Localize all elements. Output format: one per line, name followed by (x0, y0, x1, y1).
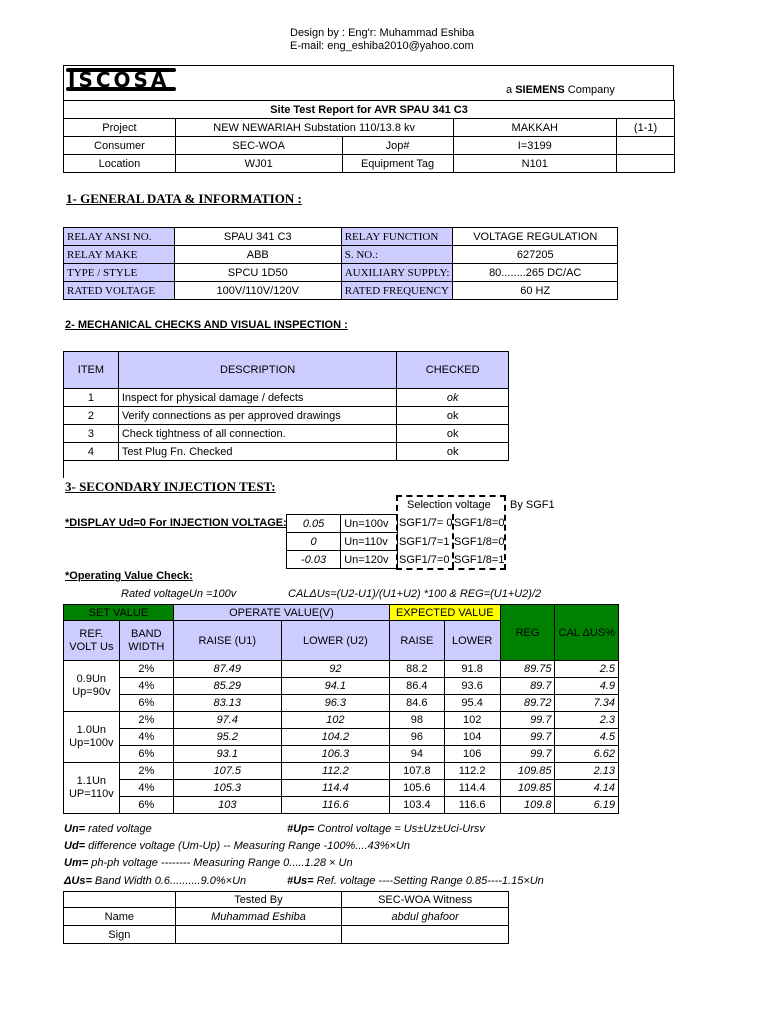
witness-header: SEC-WOA Witness (342, 892, 509, 908)
item-checked: ok (397, 407, 509, 425)
lower-u2: 106.3 (281, 746, 389, 763)
display-injection-label: *DISPLAY Ud=0 For INJECTION VOLTAGE: (65, 517, 287, 529)
tag-label: Equipment Tag (342, 155, 453, 173)
selection-voltage-label: Selection voltage (407, 499, 491, 511)
project-value: NEW NEWARIAH Substation 110/13.8 kv (175, 119, 453, 137)
un-setting: Un=110v (341, 533, 398, 551)
lower-u2: 102 (281, 712, 389, 729)
tester-name: Muhammad Eshiba (175, 908, 342, 926)
job-label: Jop# (342, 137, 453, 155)
un-setting: Un=100v (341, 515, 398, 533)
raise-u1: 93.1 (173, 746, 281, 763)
ud-value: 0 (287, 533, 341, 551)
sgf-switch-8: SGF1/8=0 (454, 536, 505, 548)
consumer-label: Consumer (64, 137, 176, 155)
report-title: Site Test Report for AVR SPAU 341 C3 (64, 101, 675, 119)
empty-cell (617, 137, 675, 155)
item-description: Check tightness of all connection. (118, 425, 397, 443)
sgf-switch-8: SGF1/8=0 (454, 517, 505, 529)
raise-u1: 85.29 (173, 678, 281, 695)
expected-lower: 93.6 (444, 678, 500, 695)
expected-lower: 102 (444, 712, 500, 729)
lower-u2: 114.4 (281, 780, 389, 797)
lower-u2: 96.3 (281, 695, 389, 712)
sgf-switch-7: SGF1/7=1 (399, 536, 450, 548)
cal-value: 2.3 (555, 712, 619, 729)
sgf-switch-7: SGF1/7= 0 (399, 517, 453, 529)
band-width: 6% (119, 695, 173, 712)
aux-supply-value: 80........265 DC/AC (453, 264, 618, 282)
operating-value-table (63, 604, 619, 814)
reg-value: 109.8 (500, 797, 555, 814)
ref-volt-cell (64, 712, 120, 763)
relay-make-label: RELAY MAKE (64, 246, 175, 264)
ref-volt-multiple: 1.1Un (76, 775, 107, 787)
tag-value: N101 (453, 155, 617, 173)
set-value-header: SET VALUE (64, 605, 174, 621)
reg-value: 99.7 (500, 746, 555, 763)
cal-value: 2.13 (555, 763, 619, 780)
band-width-header: BAND WIDTH (119, 621, 173, 661)
aux-supply-label: AUXILIARY SUPPLY: (341, 264, 453, 282)
description-header: DESCRIPTION (118, 352, 397, 389)
cal-value: 4.5 (555, 729, 619, 746)
cal-header: CAL ΔUS% (555, 605, 619, 661)
reg-value: 99.7 (500, 712, 555, 729)
ref-volt-header: REF. VOLT Us (64, 621, 120, 661)
lower-u2: 94.1 (281, 678, 389, 695)
item-number: 3 (64, 425, 119, 443)
sgf-switch-8: SGF1/8=1 (454, 554, 505, 566)
reg-value: 99.7 (500, 729, 555, 746)
item-description: Inspect for physical damage / defects (118, 389, 397, 407)
expected-raise: 96 (390, 729, 445, 746)
name-label: Name (64, 908, 176, 926)
rated-voltage-value: 100V/110V/120V (174, 282, 341, 300)
band-width: 4% (119, 678, 173, 695)
iscosa-logo (66, 68, 176, 92)
logo-text: ISCOSA (68, 68, 170, 92)
designer-credit: Design by : Eng'r: Muhammad Eshiba (290, 27, 475, 39)
lower-u2: 116.6 (281, 797, 389, 814)
serial-no-label: S. NO.: (341, 246, 453, 264)
raise-u1-header: RAISE (U1) (173, 621, 281, 661)
band-width: 2% (119, 763, 173, 780)
ref-volt-multiple: 1.0Un (76, 724, 107, 736)
band-width: 2% (119, 661, 173, 678)
raise-u1: 83.13 (173, 695, 281, 712)
mechanical-checks-table (63, 351, 509, 461)
tested-by-header: Tested By (175, 892, 342, 908)
ref-volt-up: Up=100v (69, 737, 114, 749)
tester-signature (175, 926, 342, 944)
reg-value: 89.72 (500, 695, 555, 712)
ref-volt-up: Up=90v (72, 686, 111, 698)
cal-value: 6.19 (555, 797, 619, 814)
rated-voltage-label: RATED VOLTAGE (64, 282, 175, 300)
cal-value: 7.34 (555, 695, 619, 712)
relay-function-label: RELAY FUNCTION (341, 228, 453, 246)
witness-name: abdul ghafoor (342, 908, 509, 926)
reg-header: REG (500, 605, 555, 661)
checked-header: CHECKED (397, 352, 509, 389)
band-width: 6% (119, 797, 173, 814)
rated-frequency-value: 60 HZ (453, 282, 618, 300)
band-width: 4% (119, 780, 173, 797)
item-checked: ok (397, 425, 509, 443)
expected-lower: 104 (444, 729, 500, 746)
section-1-title: 1- GENERAL DATA & INFORMATION : (66, 191, 302, 206)
ref-volt-cell (64, 763, 120, 814)
type-style-label: TYPE / STYLE (64, 264, 175, 282)
expected-raise: 103.4 (390, 797, 445, 814)
rated-voltage-note: Rated voltageUn =100v (121, 588, 237, 600)
note-us: #Us= Ref. voltage ----Setting Range 0.85----1.15×Un (287, 875, 544, 887)
ud-value: -0.03 (287, 551, 341, 569)
relay-make-value: ABB (174, 246, 341, 264)
note-un: Un= rated voltage (64, 823, 152, 835)
band-width: 2% (119, 712, 173, 729)
expected-lower: 95.4 (444, 695, 500, 712)
ref-volt-up: UP=110v (68, 788, 114, 800)
expected-raise: 94 (390, 746, 445, 763)
item-number: 4 (64, 443, 119, 461)
item-number: 1 (64, 389, 119, 407)
item-description: Test Plug Fn. Checked (118, 443, 397, 461)
expected-lower: 112.2 (444, 763, 500, 780)
ref-volt-multiple: 0.9Un (76, 673, 107, 685)
note-um: Um= ph-ph voltage -------- Measuring Range 0.....1.28 × Un (64, 857, 353, 869)
raise-u1: 95.2 (173, 729, 281, 746)
lower-u2: 112.2 (281, 763, 389, 780)
city: MAKKAH (453, 119, 617, 137)
lower-header: LOWER (444, 621, 500, 661)
reg-value: 109.85 (500, 780, 555, 797)
type-style-value: SPCU 1D50 (174, 264, 341, 282)
empty-cell (64, 892, 176, 908)
item-description: Verify connections as per approved drawings (118, 407, 397, 425)
raise-u1: 103 (173, 797, 281, 814)
expected-raise: 88.2 (390, 661, 445, 678)
location-label: Location (64, 155, 176, 173)
section-2-title: 2- MECHANICAL CHECKS AND VISUAL INSPECTION : (65, 319, 348, 331)
ref-volt-cell (64, 661, 120, 712)
cal-value: 4.9 (555, 678, 619, 695)
raise-u1: 87.49 (173, 661, 281, 678)
job-value: I=3199 (453, 137, 617, 155)
cal-formula: CALΔUs=(U2-U1)/(U1+U2) *100 & REG=(U1+U2)/2 (288, 588, 542, 600)
expected-lower: 106 (444, 746, 500, 763)
by-sgf1-label: By SGF1 (510, 499, 555, 511)
raise-u1: 105.3 (173, 780, 281, 797)
serial-no-value: 627205 (453, 246, 618, 264)
project-label: Project (64, 119, 176, 137)
band-width: 6% (119, 746, 173, 763)
item-header: ITEM (64, 352, 119, 389)
un-setting: Un=120v (341, 551, 398, 569)
rated-frequency-label: RATED FREQUENCY (341, 282, 453, 300)
expected-raise: 84.6 (390, 695, 445, 712)
general-data-table (63, 227, 618, 300)
relay-ansi-value: SPAU 341 C3 (174, 228, 341, 246)
cal-value: 4.14 (555, 780, 619, 797)
note-dus: ΔUs= Band Width 0.6..........9.0%×Un (64, 875, 247, 887)
relay-ansi-label: RELAY ANSI NO. (64, 228, 175, 246)
sign-label: Sign (64, 926, 176, 944)
vertical-divider (63, 460, 64, 478)
consumer-value: SEC-WOA (175, 137, 342, 155)
note-up: #Up= Control voltage = Us±Uz±Uci-Ursv (287, 823, 485, 835)
relay-function-value: VOLTAGE REGULATION (453, 228, 618, 246)
reg-value: 89.75 (500, 661, 555, 678)
signoff-table (63, 891, 509, 944)
raise-u1: 107.5 (173, 763, 281, 780)
display-injection-table (286, 514, 398, 569)
band-width: 4% (119, 729, 173, 746)
cal-value: 6.62 (555, 746, 619, 763)
location-value: WJ01 (175, 155, 342, 173)
raise-u1: 97.4 (173, 712, 281, 729)
cal-value: 2.5 (555, 661, 619, 678)
lower-u2: 104.2 (281, 729, 389, 746)
company-tagline: a SIEMENS Company (506, 84, 615, 96)
lower-u2: 92 (281, 661, 389, 678)
expected-raise: 105.6 (390, 780, 445, 797)
expected-raise: 107.8 (390, 763, 445, 780)
section-3-title: 3- SECONDARY INJECTION TEST: (65, 479, 276, 494)
operating-check-label: *Operating Value Check: (65, 570, 193, 582)
reg-value: 89.7 (500, 678, 555, 695)
lower-u2-header: LOWER (U2) (281, 621, 389, 661)
item-checked: ok (397, 443, 509, 461)
page-number: (1-1) (617, 119, 675, 137)
ud-value: 0.05 (287, 515, 341, 533)
item-number: 2 (64, 407, 119, 425)
expected-lower: 91.8 (444, 661, 500, 678)
empty-cell (617, 155, 675, 173)
expected-raise: 98 (390, 712, 445, 729)
report-header-table (63, 100, 675, 173)
expected-value-header: EXPECTED VALUE (390, 605, 501, 621)
raise-header: RAISE (390, 621, 445, 661)
sgf-switch-7: SGF1/7=0 (399, 554, 450, 566)
expected-raise: 86.4 (390, 678, 445, 695)
expected-lower: 116.6 (444, 797, 500, 814)
reg-value: 109.85 (500, 763, 555, 780)
item-checked: ok (397, 389, 509, 407)
operate-value-header: OPERATE VALUE(V) (173, 605, 389, 621)
note-ud: Ud= difference voltage (Um-Up) -- Measuring Range -100%....43%×Un (64, 840, 411, 852)
witness-signature (342, 926, 509, 944)
expected-lower: 114.4 (444, 780, 500, 797)
designer-email: E-mail: eng_eshiba2010@yahoo.com (290, 40, 474, 52)
